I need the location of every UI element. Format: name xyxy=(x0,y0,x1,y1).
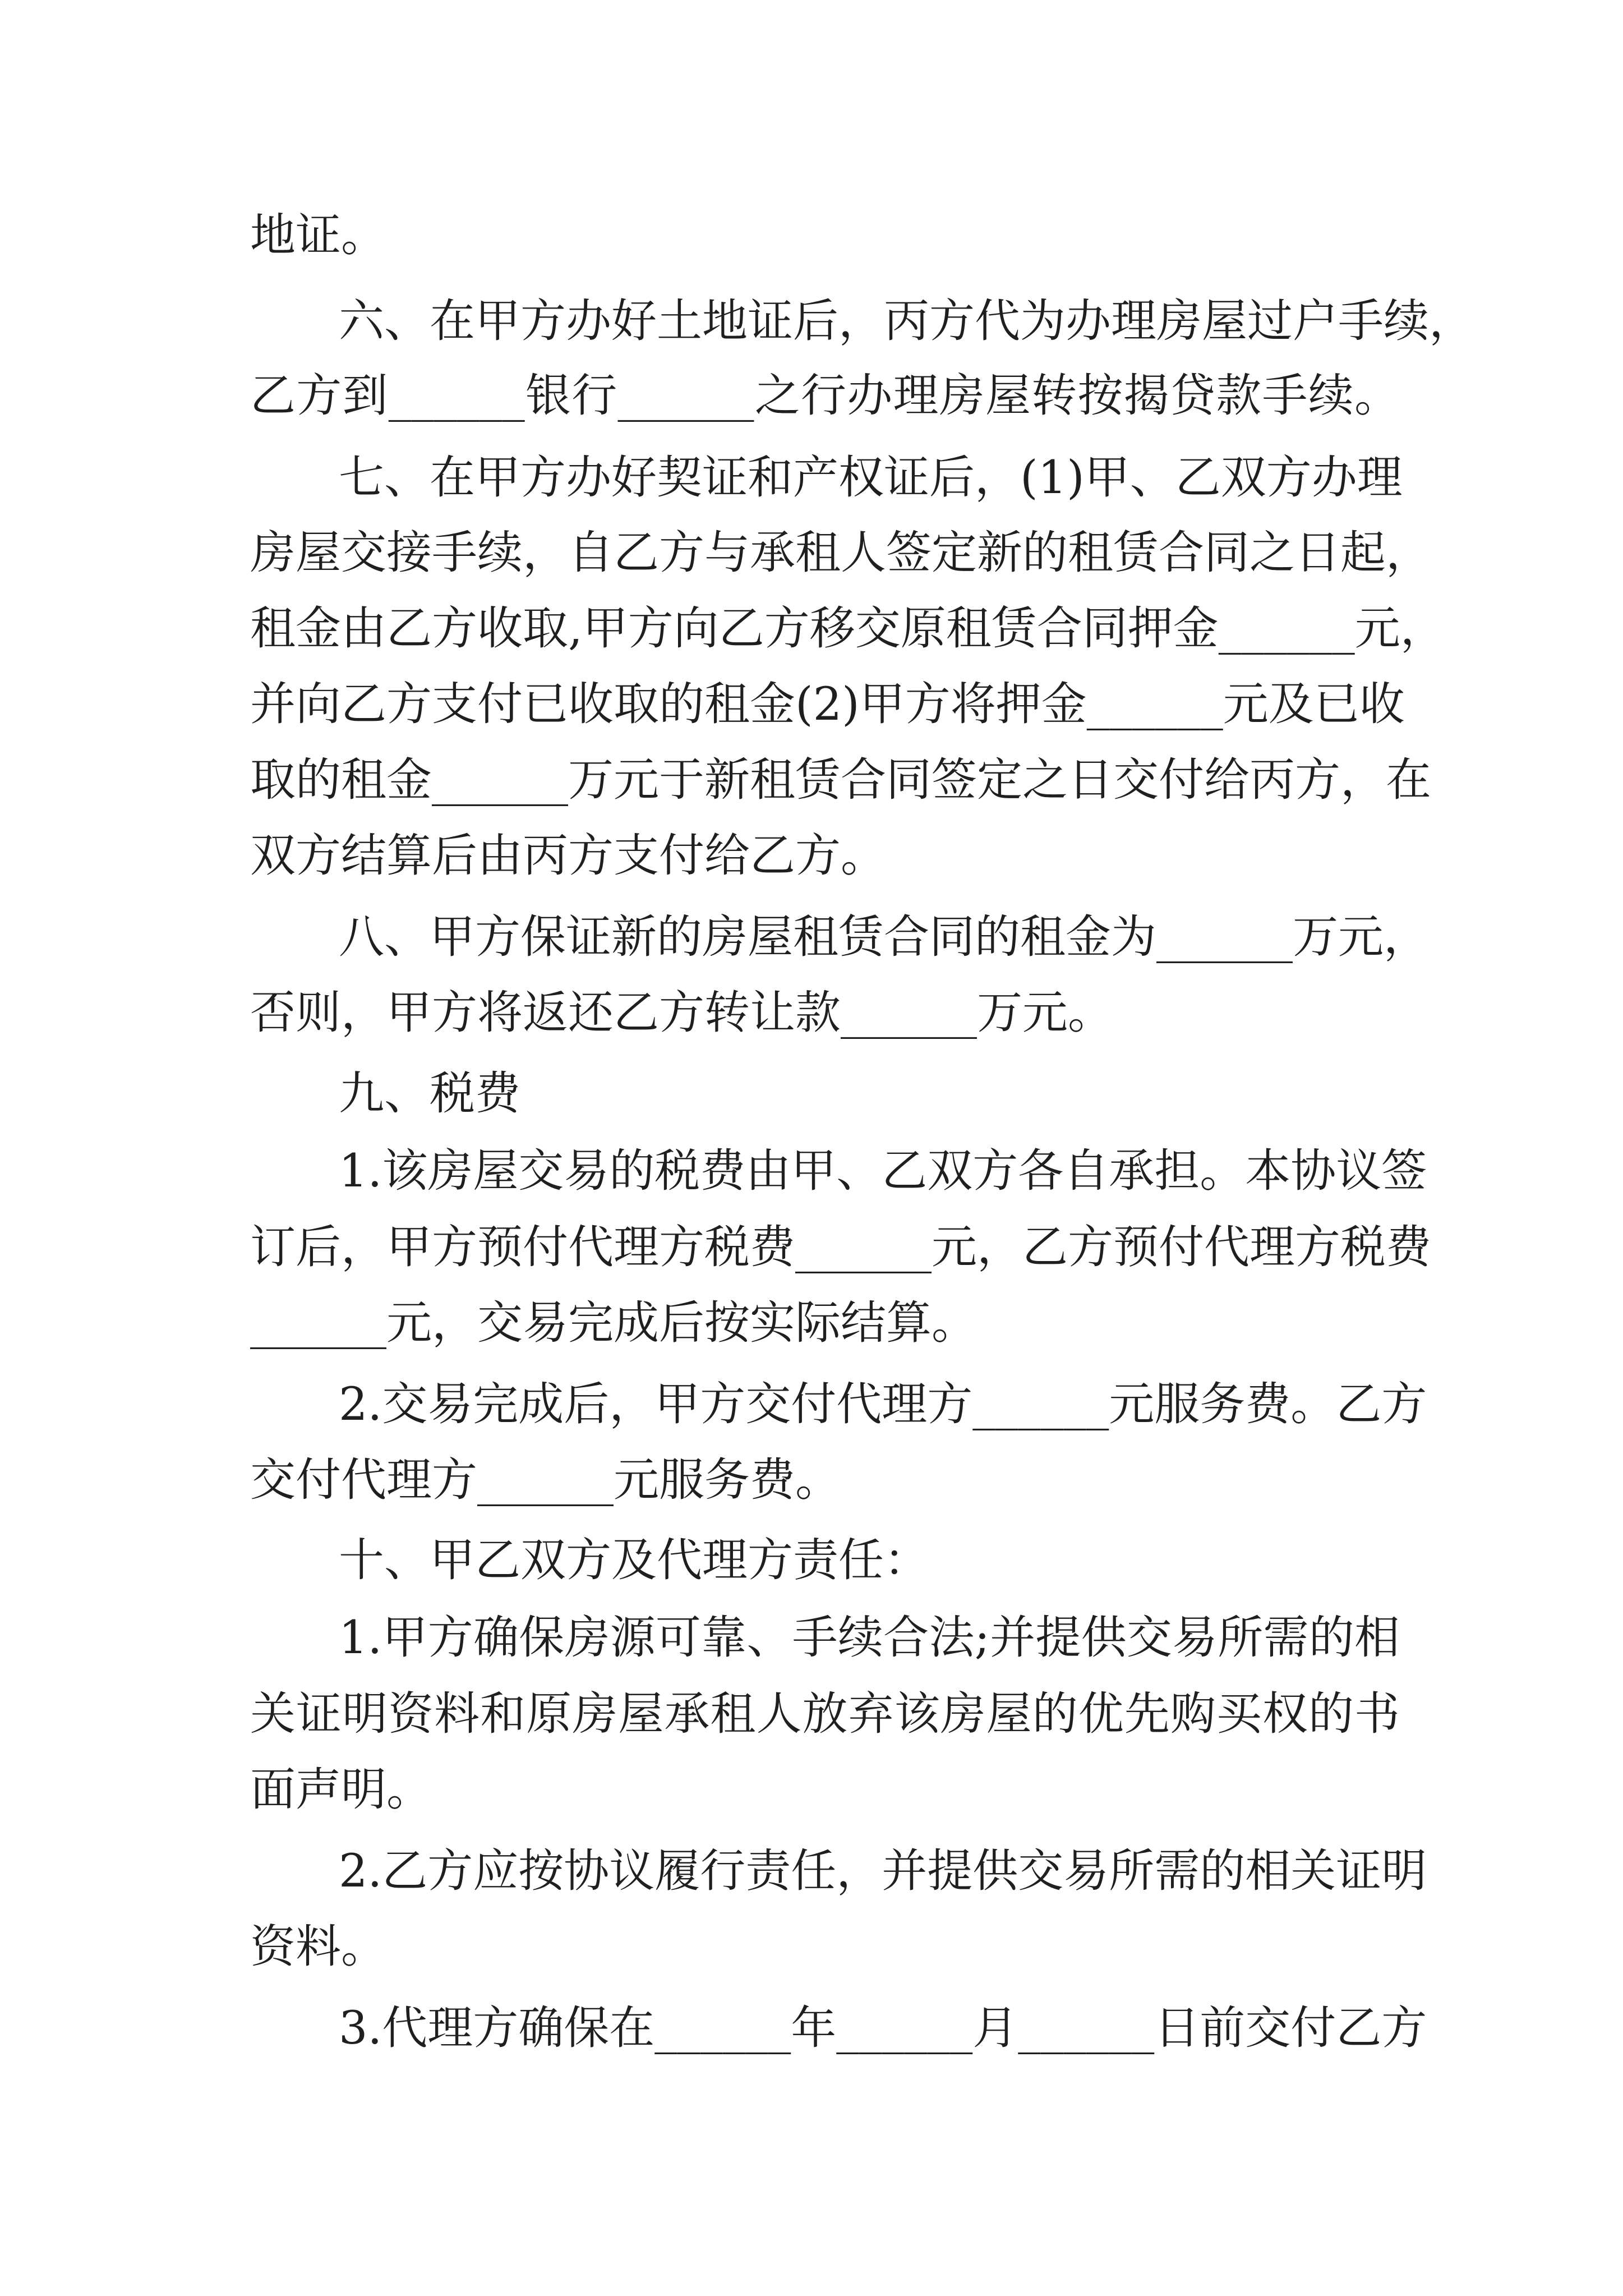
clause-10-item-2-line-2: 资料。 xyxy=(250,1921,387,1973)
clause-10-item-1-line-2: 关证明资料和原房屋承租人放弃该房屋的优先购买权的书 xyxy=(250,1688,1400,1741)
text-line-continuation: 地证。 xyxy=(250,209,387,262)
clause-10-item-1-line-3: 面声明。 xyxy=(250,1764,432,1816)
clause-9-item-1-line-3: ______元，交易完成后按实际结算。 xyxy=(250,1297,978,1350)
clause-9-heading: 九、税费 xyxy=(339,1068,521,1120)
clause-9-item-2-line-2: 交付代理方______元服务费。 xyxy=(250,1454,841,1507)
clause-10-item-3-line-1: 3.代理方确保在______年______月______日前交付乙方 xyxy=(339,2002,1427,2055)
clause-10-heading: 十、甲乙双方及代理方责任： xyxy=(339,1534,930,1587)
clause-6-line-2: 乙方到______银行______之行办理房屋转按揭贷款手续。 xyxy=(250,370,1400,422)
clause-7-line-4: 并向乙方支付已收取的租金(2)甲方将押金______元及已收 xyxy=(250,678,1405,731)
clause-10-item-1-line-1: 1.甲方确保房源可靠、手续合法;并提供交易所需的相 xyxy=(339,1612,1400,1664)
clause-7-line-3: 租金由乙方收取,甲方向乙方移交原租赁合同押金______元， xyxy=(250,602,1446,655)
clause-10-item-2-line-1: 2.乙方应按协议履行责任，并提供交易所需的相关证明 xyxy=(339,1845,1427,1898)
clause-6-line-1: 六、在甲方办好土地证后，丙方代为办理房屋过户手续， xyxy=(339,295,1475,348)
clause-8-line-1: 八、甲方保证新的房屋租赁合同的租金为______万元， xyxy=(339,911,1430,964)
clause-9-item-2-line-1: 2.交易完成后，甲方交付代理方______元服务费。乙方 xyxy=(339,1378,1427,1431)
clause-7-line-6: 双方结算后由丙方支付给乙方。 xyxy=(250,830,887,882)
clause-8-line-2: 否则，甲方将返还乙方转让款______万元。 xyxy=(250,987,1114,1039)
clause-7-line-5: 取的租金______万元于新租赁合同签定之日交付给丙方，在 xyxy=(250,754,1432,807)
clause-7-line-2: 房屋交接手续，自乙方与承租人签定新的租赁合同之日起， xyxy=(250,527,1432,579)
clause-7-line-1: 七、在甲方办好契证和产权证后，(1)甲、乙双方办理 xyxy=(339,452,1403,504)
clause-9-item-1-line-2: 订后，甲方预付代理方税费______元，乙方预付代理方税费 xyxy=(250,1221,1432,1274)
clause-9-item-1-line-1: 1.该房屋交易的税费由甲、乙双方各自承担。本协议签 xyxy=(339,1145,1427,1198)
